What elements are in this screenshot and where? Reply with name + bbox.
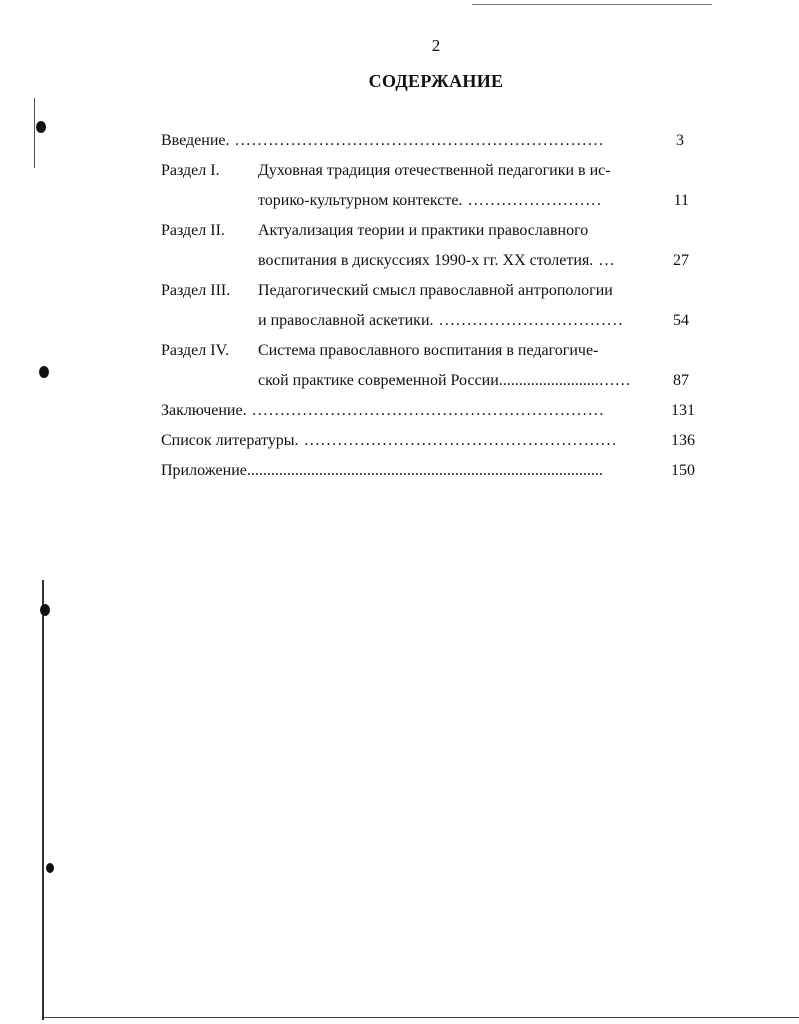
toc-page-number: 150 xyxy=(671,462,695,479)
scan-edge-left-lower xyxy=(42,580,44,1020)
toc-entry-literature[interactable]: Список литературы. ........................................................ xyxy=(161,432,618,449)
scan-line-top xyxy=(472,4,712,5)
page-number: 2 xyxy=(431,36,441,55)
toc-section-1-title[interactable]: Духовная традиция отечественной педагогики в ис- xyxy=(258,162,611,179)
toc-section-4-title-cont[interactable]: ской практике современной России.........................…… xyxy=(258,372,631,389)
scan-edge-left xyxy=(34,98,35,168)
punch-hole-mark xyxy=(40,604,50,616)
dot-leader: ........................ xyxy=(462,192,603,209)
toc-entry-conclusion[interactable]: Заключение. ............................................................... xyxy=(161,402,605,419)
punch-hole-mark xyxy=(46,863,54,873)
dot-leader: ................................. xyxy=(433,312,624,329)
page-title: СОДЕРЖАНИЕ xyxy=(368,71,504,91)
dot-leader: ........................................................ xyxy=(298,432,618,449)
toc-entry-intro[interactable] xyxy=(161,131,605,151)
scan-line-bottom xyxy=(44,1017,799,1018)
toc-section-2-label: Раздел II. xyxy=(161,222,225,239)
toc-page-number: 3 xyxy=(676,132,684,149)
toc-page-number: 136 xyxy=(671,432,695,449)
toc-section-2-title-cont[interactable]: воспитания в дискуссиях 1990-х гг. XX столетия. ... xyxy=(258,252,616,269)
toc-section-4-title[interactable]: Система православного воспитания в педагогиче- xyxy=(258,342,599,359)
toc-section-3-title-cont[interactable]: и православной аскетики. ................................. xyxy=(258,312,624,329)
dot-leader: ............................................................... xyxy=(246,402,605,419)
toc-page-number: 11 xyxy=(673,192,689,209)
toc-page-number: 27 xyxy=(673,252,689,269)
toc-section-1-title-cont[interactable]: торико-культурном контексте. ........................ xyxy=(258,192,603,209)
toc-entry-appendix[interactable]: Приложение......................................................................................... xyxy=(161,462,603,479)
dot-leader: .........................…… xyxy=(498,372,631,389)
dot-leader: .................................................................. xyxy=(229,132,605,149)
punch-hole-mark xyxy=(36,121,46,133)
toc-page-number: 87 xyxy=(673,372,689,389)
punch-hole-mark xyxy=(39,366,49,378)
toc-page-number: 54 xyxy=(673,312,689,329)
toc-section-1-label: Раздел I. xyxy=(161,162,220,179)
toc-intro-label: Введение. xyxy=(161,132,230,149)
dot-leader: ......................................................................................... xyxy=(246,462,603,479)
toc-section-3-title[interactable]: Педагогический смысл православной антропологии xyxy=(258,282,613,299)
toc-section-3-label: Раздел III. xyxy=(161,282,231,299)
toc-section-4-label: Раздел IV. xyxy=(161,342,230,359)
dot-leader: ... xyxy=(593,252,616,269)
toc-page-number: 131 xyxy=(671,402,695,419)
toc-section-2-title[interactable]: Актуализация теории и практики православного xyxy=(258,222,589,239)
